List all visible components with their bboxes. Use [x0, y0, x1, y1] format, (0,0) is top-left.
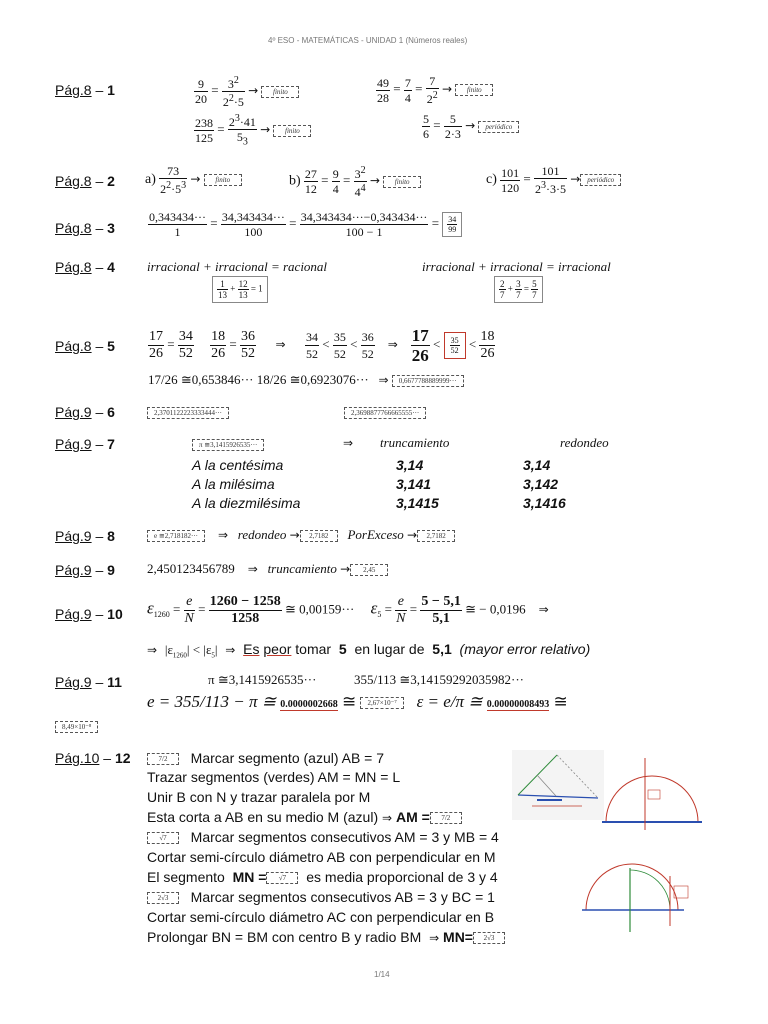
- ex9-line: 2,450123456789 ⇒ truncamiento → 2,45: [147, 561, 388, 577]
- ex10-eq: $\varepsilon_{1260}$ = $\frac{e}{N}$ = $\frac{1260 - 1258}{1258}$ ≅ 0,00159··· $\varepsilon_5$ = $\frac{e}{N}$ = $\frac{5 - 5,1}{5,1}$ ≅ − 0,0196 ⇒: [147, 594, 549, 626]
- sketch-semicircle-ac-image: [580, 856, 692, 940]
- ex6-box1: 2,3701122223333444···: [147, 404, 229, 422]
- ex12-line10: Prolongar BN = BM con centro B y radio BM ⇒ MN= 2√3: [147, 929, 505, 945]
- ex4-right: irracional + irracional = irracional: [422, 259, 611, 274]
- ex1-eq2: $\frac{49}{28}$ = $\frac{7}{4}$ = $\frac{7}{2^2}$ → finito: [376, 74, 493, 106]
- ex12-line9: Cortar semi-círculo diámetro AC con perpendicular en B: [147, 909, 495, 925]
- ex7-row-label: A la centésima: [192, 457, 284, 473]
- ref-9-6: Pág.9 – 6: [55, 404, 115, 420]
- ex12-line2: Trazar segmentos (verdes) AM = MN = L: [147, 769, 401, 785]
- ex4-left: irracional + irracional = racional: [147, 259, 328, 274]
- ex11-eq: e = 355/113 − π ≅ 0.0000002668 ≅ 2,67×10⁻⁷ ε = e/π ≅ 0.00000008493 ≅: [147, 692, 568, 711]
- ex12-line3: Unir B con N y trazar paralela por M: [147, 789, 371, 805]
- ref-9-8: Pág.9 – 8: [55, 528, 115, 544]
- ex7-row-round: 3,142: [523, 476, 559, 492]
- page-number: 1/14: [374, 970, 390, 979]
- ref-8-5: Pág.8 – 5: [55, 338, 115, 354]
- ex11-result: 8,49×10⁻⁸: [55, 718, 98, 736]
- ex7-col-truncamiento: truncamiento: [380, 435, 450, 450]
- page-header: 4º ESO - MATEMÁTICAS - UNIDAD 1 (Números reales): [268, 36, 468, 45]
- ex12-line4: Esta corta a AB en su medio M (azul) ⇒ AM = 7/2: [147, 809, 462, 825]
- ex11-frac: 355/113 ≅3,14159292035982···: [354, 672, 525, 687]
- ex2-c: c) $\frac{101}{120}$ = $\frac{101}{2^3\cdot 3\cdot 5}$ → periódico: [486, 164, 621, 196]
- ex7-row-round: 3,14: [523, 457, 551, 473]
- ex7-row-round: 3,1416: [523, 495, 566, 511]
- ex1-eq4: $\frac{5}{6}$ = $\frac{5}{2\cdot 3}$ → periódico: [422, 112, 519, 141]
- ex10-conclusion: ⇒ $|\varepsilon_{1260}| < |\varepsilon_5|$ ⇒ Es peor tomar 5 en lugar de 5,1 (mayor error relativo): [147, 641, 591, 660]
- ref-8-3: Pág.8 – 3: [55, 220, 115, 236]
- ex7-arrow: ⇒: [343, 436, 354, 450]
- ex7-col-redondeo: redondeo: [560, 435, 609, 450]
- ex2-b: b) $\frac{27}{12}$ = $\frac{9}{4}$ = $\frac{3^2}{4^4}$ → finito: [289, 164, 421, 199]
- ref-9-7: Pág.9 – 7: [55, 436, 115, 452]
- ref-9-11: Pág.9 – 11: [55, 674, 122, 690]
- ex12-line6: Cortar semi-círculo diámetro AB con perpendicular en M: [147, 849, 496, 865]
- sketch-semicircle-ab-image: [600, 748, 704, 832]
- ex1-eq3: $\frac{238}{125}$ = $\frac{2^3\cdot 41}{5_3}$ → finito: [194, 112, 311, 149]
- ex4-left-example: $\frac{1}{13}$ + $\frac{12}{13}$ = 1: [212, 276, 268, 303]
- sketch-midpoint-image: [512, 750, 604, 820]
- ex12-line8: 2√3 Marcar segmentos consecutivos AB = 3 y BC = 1: [147, 889, 495, 905]
- ex1-eq1: $\frac{9}{20}$ = $\frac{3^2}{2^2\cdot 5}$ → finito: [194, 74, 299, 109]
- ex7-row-trunc: 3,1415: [396, 495, 439, 511]
- ex12-line7: El segmento MN = √7 es media proporcional de 3 y 4: [147, 869, 498, 885]
- ex7-row-trunc: 3,14: [396, 457, 424, 473]
- ex5-eq: $\frac{17}{26}$ = $\frac{34}{52}$ $\frac{18}{26}$ = $\frac{36}{52}$ ⇒ $\frac{34}{52}$ < $\frac{35}{52}$ < $\frac{36}{52}$ ⇒ $\frac{17}{26}$ < $\frac{35}{52}$ < $\frac{18}{26}$: [149, 326, 495, 365]
- ex12-line1: 7/2 Marcar segmento (azul) AB = 7: [147, 750, 384, 766]
- ex7-pi-box: π ≅3,1415926535···: [192, 436, 264, 454]
- ex3-eq: $\frac{0,343434\cdot\cdot\cdot}{1}$ = $\frac{34,343434\cdot\cdot\cdot}{100}$ = $\frac{34,343434\cdot\cdot\cdot-0,343434\cdot\cdot\cdot}{100 - 1}$ = $\frac{34}{99}$: [148, 210, 462, 239]
- ref-9-9: Pág.9 – 9: [55, 562, 115, 578]
- ex7-row-trunc: 3,141: [396, 476, 432, 492]
- ref-8-2: Pág.8 – 2: [55, 173, 115, 189]
- ex7-row-label: A la milésima: [192, 476, 275, 492]
- ex5-decimals: 17/26 ≅0,653846··· 18/26 ≅0,6923076··· ⇒ 0,6677788889999···: [148, 372, 464, 388]
- ex7-row-label: A la diezmilésima: [192, 495, 301, 511]
- ex4-right-example: $\frac{2}{7}$ + $\frac{3}{7}$ = $\frac{5}{7}$: [494, 276, 543, 303]
- ref-8-4: Pág.8 – 4: [55, 259, 115, 275]
- ex2-a: a) $\frac{73}{2^2\cdot 5^3}$ → finito: [145, 164, 242, 196]
- ex8-line: e ≅2,718182··· ⇒ redondeo → 2,7182 PorExceso → 2,7182: [147, 527, 455, 543]
- ref-9-10: Pág.9 – 10: [55, 606, 123, 622]
- ref-10-12: Pág.10 – 12: [55, 750, 131, 766]
- ref-8-1: Pág.8 – 1: [55, 82, 115, 98]
- ex12-line5: √7 Marcar segmentos consecutivos AM = 3 y MB = 4: [147, 829, 499, 845]
- ex11-pi: π ≅3,1415926535···: [208, 672, 317, 687]
- ex6-box2: 2,3698877766665555···: [344, 404, 426, 422]
